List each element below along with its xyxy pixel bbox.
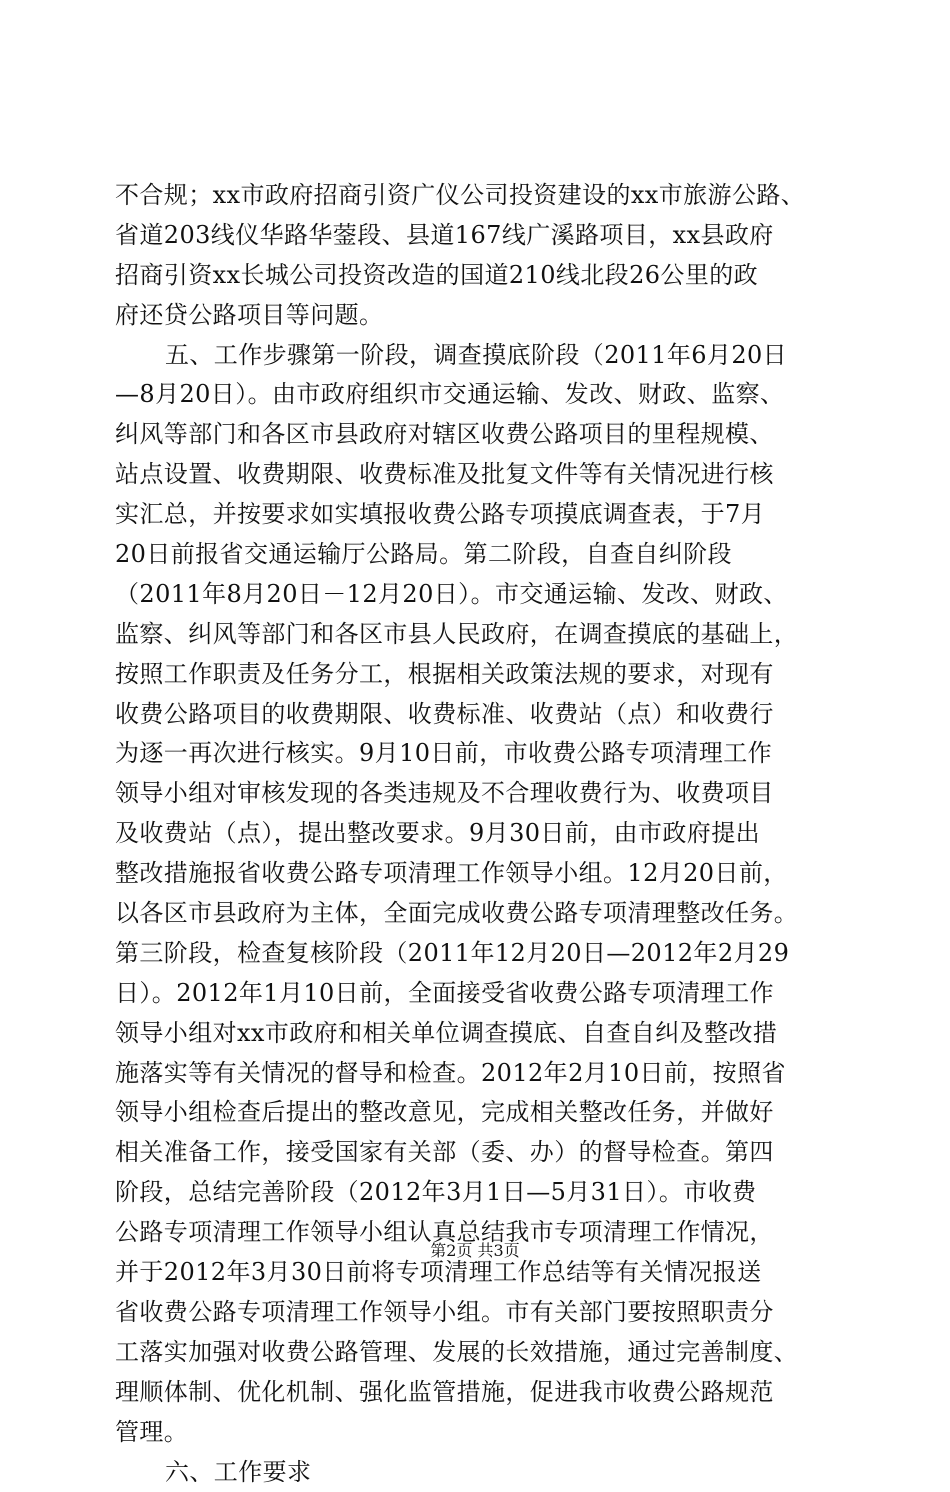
text-line: 五、工作步骤第一阶段，调查摸底阶段（2011年6月20日: [115, 336, 835, 376]
text-line: 理顺体制、优化机制、强化监管措施，促进我市收费公路规范: [115, 1373, 835, 1413]
text-line: 及收费站（点），提出整改要求。9月30日前，由市政府提出: [115, 814, 835, 854]
text-line: 整改措施报省收费公路专项清理工作领导小组。12月20日前，: [115, 854, 835, 894]
text-line: 施落实等有关情况的督导和检查。2012年2月10日前，按照省: [115, 1054, 835, 1094]
text-line: 实汇总，并按要求如实填报收费公路专项摸底调查表，于7月: [115, 495, 835, 535]
text-line: —8月20日）。由市政府组织市交通运输、发改、财政、监察、: [115, 375, 835, 415]
text-line: 并于2012年3月30日前将专项清理工作总结等有关情况报送: [115, 1253, 835, 1293]
text-line: 20日前报省交通运输厅公路局。第二阶段，自查自纠阶段: [115, 535, 835, 575]
text-line: （2011年8月20日－12月20日）。市交通运输、发改、财政、: [115, 575, 835, 615]
text-line: 公路专项清理工作领导小组认真总结我市专项清理工作情况，: [115, 1213, 835, 1253]
text-line: 监察、纠风等部门和各区市县人民政府，在调查摸底的基础上，: [115, 615, 835, 655]
text-line: 第三阶段，检查复核阶段（2011年12月20日—2012年2月29: [115, 934, 835, 974]
text-line: 相关准备工作，接受国家有关部（委、办）的督导检查。第四: [115, 1133, 835, 1173]
text-line: 府还贷公路项目等问题。: [115, 296, 835, 336]
text-line: 为逐一再次进行核实。9月10日前，市收费公路专项清理工作: [115, 734, 835, 774]
text-line: 纠风等部门和各区市县政府对辖区收费公路项目的里程规模、: [115, 415, 835, 455]
text-line: 招商引资xx长城公司投资改造的国道210线北段26公里的政: [115, 256, 835, 296]
text-line: 日）。2012年1月10日前，全面接受省收费公路专项清理工作: [115, 974, 835, 1014]
text-line: 领导小组对审核发现的各类违规及不合理收费行为、收费项目: [115, 774, 835, 814]
document-body: [115, 176, 835, 1492]
text-line: 以各区市县政府为主体，全面完成收费公路专项清理整改任务。: [115, 894, 835, 934]
text-line: 省收费公路专项清理工作领导小组。市有关部门要按照职责分: [115, 1293, 835, 1333]
text-line: 收费公路项目的收费期限、收费标准、收费站（点）和收费行: [115, 695, 835, 735]
text-line: 阶段，总结完善阶段（2012年3月1日—5月31日）。市收费: [115, 1173, 835, 1213]
text-line: 管理。: [115, 1413, 835, 1453]
page-footer: 第2页 共3页: [0, 1241, 950, 1261]
text-line: 领导小组检查后提出的整改意见，完成相关整改任务，并做好: [115, 1093, 835, 1133]
text-line: 按照工作职责及任务分工，根据相关政策法规的要求，对现有: [115, 655, 835, 695]
text-line: 站点设置、收费期限、收费标准及批复文件等有关情况进行核: [115, 455, 835, 495]
text-line: 六、工作要求: [115, 1453, 835, 1492]
text-line: 省道203线仪华路华蓥段、县道167线广溪路项目，xx县政府: [115, 216, 835, 256]
text-line: 不合规；xx市政府招商引资广仪公司投资建设的xx市旅游公路、: [115, 176, 835, 216]
text-line: 领导小组对xx市政府和相关单位调查摸底、自查自纠及整改措: [115, 1014, 835, 1054]
text-line: 工落实加强对收费公路管理、发展的长效措施，通过完善制度、: [115, 1333, 835, 1373]
